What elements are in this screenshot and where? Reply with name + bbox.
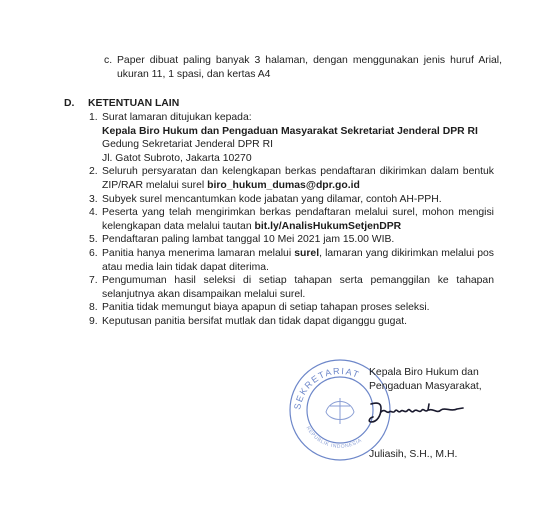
item-number: 9. [89,315,98,327]
item-text: Seluruh persyaratan dan kelengkapan berkas pendaftaran dikirimkan dalam bentuk ZIP/RAR melalui surel [102,166,494,191]
section-letter: D. [64,98,75,109]
signer-title-line1: Kepala Biro Hukum dan [369,367,479,378]
item-number: 5. [89,234,98,246]
item-text: , lamaran yang dikirimkan melalui pos atau media lain tidak dapat diterima. [102,247,494,273]
item-bold-word: surel [294,247,320,259]
section-title: KETENTUAN LAIN [88,98,180,109]
item-number: 2. [89,166,98,178]
item-text: Panitia tidak memungut biaya apapun di setiap tahapan proses seleksi. [102,302,430,314]
signer-name: Juliasih, S.H., M.H. [369,449,458,460]
list-item [89,233,494,247]
item-number: 6. [89,247,98,259]
signer-title-line2: Pengaduan Masyarakat, [369,380,482,392]
item-text: Peserta yang telah mengirimkan berkas pendaftaran melalui surel, mohon mengisi kelengkapan data melalui tautan [102,207,494,232]
list-item-text: Paper dibuat paling banyak 3 halaman, dengan menggunakan jenis huruf Arial, ukuran 11, 1 spasi, dan kertas A4 [117,55,502,80]
svg-text:SEKRETARIAT [292,366,361,411]
item-text: Pendaftaran paling lambat tanggal 10 Mei 2021 jam 15.00 WIB. [102,234,395,246]
list-item [89,206,494,233]
recipient-name: Kepala Biro Hukum dan Pengaduan Masyarakat Sekretariat Jenderal DPR RI [102,125,478,137]
list-item [89,274,494,301]
email-link[interactable]: biro_hukum_dumas@dpr.go.id [207,179,360,191]
list-item [89,301,494,315]
form-link[interactable]: bit.ly/AnalisHukumSetjenDPR [254,220,402,232]
list-item [89,165,494,192]
list-marker: c. [104,55,113,66]
stamp-text-bottom: REPUBLIK INDONESIA [304,425,364,450]
stamp-text-top: SEKRETARIAT [292,365,362,411]
item-text: Subyek surel mencantumkan kode jabatan yang dilamar, contoh AH-PPH. [102,193,442,205]
item-text: Panitia hanya menerima lamaran melalui [102,247,292,259]
signature-title [369,366,509,393]
list-item [89,111,494,165]
recipient-address: Jl. Gatot Subroto, Jakarta 10270 [102,152,252,164]
list-item [89,315,494,329]
item-text: Keputusan panitia bersifat mutlak dan tidak dapat diganggu gugat. [102,315,408,327]
item-number: 7. [89,275,98,287]
recipient-building: Gedung Sekretariat Jenderal DPR RI [102,139,273,151]
ketentuan-list [89,111,494,329]
item-number: 3. [89,193,98,205]
item-text: Pengumuman hasil seleksi di setiap tahapan serta pemanggilan ke tahapan selanjutnya akan disampaikan melalui surel. [102,275,494,300]
section-heading [64,97,179,111]
item-number: 1. [89,112,98,123]
handwritten-signature [367,400,467,426]
item-number: 4. [89,207,98,219]
list-item [89,193,494,207]
item-number: 8. [89,302,98,314]
item-intro: Surat lamaran ditujukan kepada: [102,112,252,123]
list-item [89,247,494,274]
